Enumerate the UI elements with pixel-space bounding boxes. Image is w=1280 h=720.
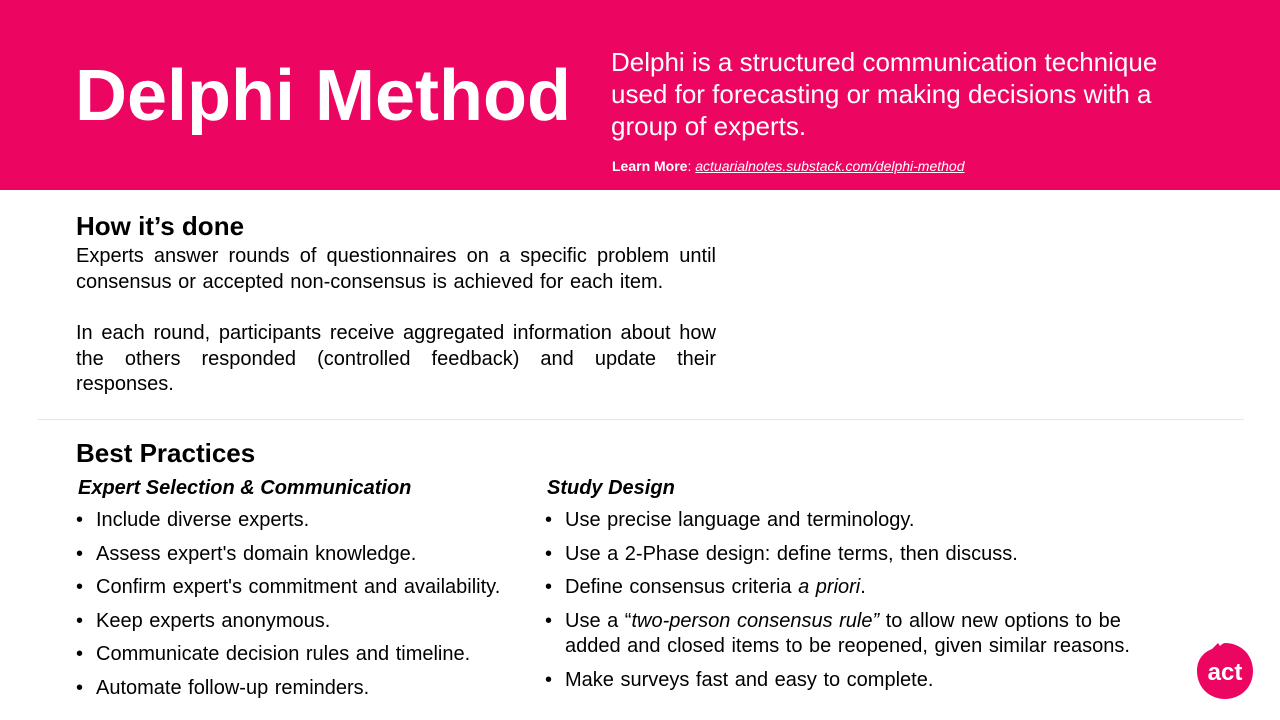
- bullet-icon: •: [545, 668, 553, 691]
- bullet-icon: •: [76, 576, 84, 598]
- list-item: [545, 542, 1175, 568]
- learn-more-separator: :: [687, 158, 696, 174]
- study-design-title: Study Design: [547, 477, 675, 499]
- best-practices-heading: Best Practices: [76, 438, 256, 468]
- page-title: Delphi Method: [75, 56, 571, 136]
- list-item: [76, 508, 536, 534]
- list-item-text: to allow new options to be added and closed items to be reopened, given similar reasons.: [565, 609, 1130, 657]
- expert-selection-list: [76, 508, 536, 709]
- list-item: [76, 642, 536, 668]
- logo-text: act: [1207, 659, 1243, 686]
- how-done-paragraph-2: In each round, participants receive aggregated information about how the others responded (controlled feedback) and update their responses.: [76, 322, 716, 395]
- list-item: [76, 575, 536, 601]
- expert-selection-title: Expert Selection & Communication: [78, 477, 412, 499]
- list-item-text: Make surveys fast and easy to complete.: [565, 668, 934, 691]
- bullet-icon: •: [545, 609, 553, 632]
- bullet-icon: •: [545, 576, 553, 598]
- list-item: [76, 609, 536, 635]
- list-item-text: Assess expert's domain knowledge.: [96, 542, 417, 565]
- learn-more: [612, 157, 965, 175]
- list-item-emphasis: two-person consensus rule”: [631, 609, 880, 632]
- list-item-text: Automate follow-up reminders.: [96, 676, 370, 699]
- bullet-icon: •: [76, 542, 84, 565]
- bullet-icon: •: [545, 509, 553, 531]
- bullet-icon: •: [76, 643, 84, 665]
- list-item: [545, 668, 1175, 694]
- list-item: [76, 542, 536, 568]
- bullet-icon: •: [76, 609, 84, 632]
- list-item-text: Use precise language and terminology.: [565, 509, 915, 531]
- list-item-text: Confirm expert's commitment and availability.: [96, 576, 501, 598]
- list-item-text: Define consensus criteria: [565, 576, 799, 598]
- list-item-text: Keep experts anonymous.: [96, 609, 331, 632]
- act-logo: [1196, 642, 1254, 700]
- list-item-text: Communicate decision rules and timeline.: [96, 643, 471, 665]
- section-divider: [38, 419, 1244, 420]
- list-item-emphasis: a priori: [798, 576, 861, 598]
- list-item: [545, 609, 1175, 660]
- list-item: [76, 676, 536, 702]
- header-banner: [0, 0, 1280, 190]
- list-item-text: .: [860, 576, 866, 598]
- list-item-text: Use a “: [565, 609, 632, 632]
- list-item: [545, 508, 1175, 534]
- list-item-text: Include diverse experts.: [96, 509, 310, 531]
- list-item: [545, 575, 1175, 601]
- list-item-text: Use a 2-Phase design: define terms, then discuss.: [565, 542, 1018, 565]
- how-done-paragraph-1: Experts answer rounds of questionnaires on a specific problem until consensus or accepted non-consensus is achieved for each item.: [76, 245, 716, 293]
- method-description: Delphi is a structured communication technique used for forecasting or making decisions with a group of experts.: [611, 47, 1158, 141]
- how-done-heading: How it’s done: [76, 211, 245, 241]
- learn-more-link[interactable]: actuarialnotes.substack.com/delphi-method: [695, 158, 965, 174]
- bullet-icon: •: [76, 676, 84, 699]
- bullet-icon: •: [545, 542, 553, 565]
- bullet-icon: •: [76, 509, 84, 531]
- study-design-list: [545, 508, 1175, 701]
- learn-more-label: Learn More: [612, 158, 688, 174]
